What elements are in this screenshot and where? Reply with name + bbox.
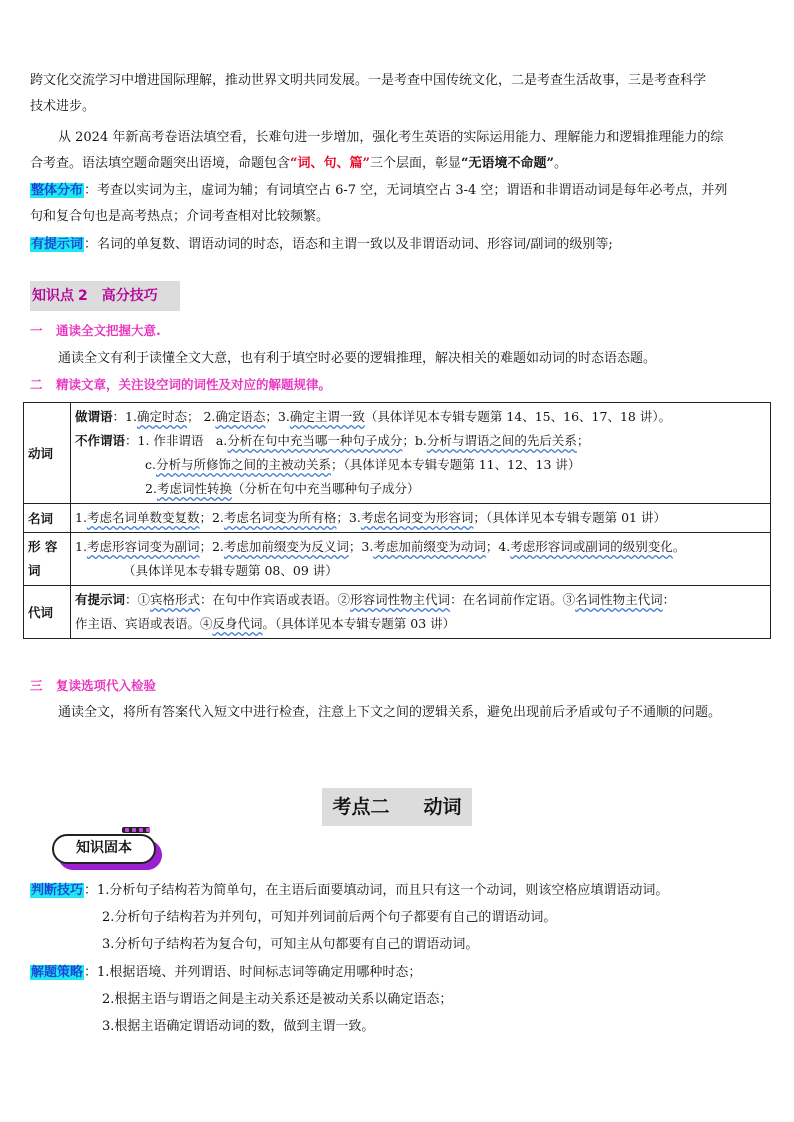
exam-point-title (322, 788, 472, 826)
pron-text: 。（具体详见本专辑专题第 03 讲） (262, 616, 456, 631)
section-2-title: 精读文章，关注设空词的词性及对应的解题规律。 (56, 377, 332, 392)
table-row-adjective (24, 533, 771, 586)
noun-underlined: 考虑名词变为形容词 (360, 510, 474, 525)
judge-label: 判断技巧 (31, 883, 84, 898)
judge-line-1 (30, 878, 770, 904)
adj-text: ；2. (199, 539, 224, 554)
verb-text: ；3. (265, 409, 290, 424)
section-3-title: 复读选项代入检验 (56, 678, 157, 693)
section-1-num: 一 (30, 323, 43, 338)
adj-text: ；4. (485, 539, 511, 554)
pronoun-line-2 (75, 612, 766, 636)
noun-line (75, 506, 766, 530)
table-row-noun (24, 504, 771, 533)
verb-text: ：1. (112, 409, 137, 424)
verb-text: ； (576, 433, 590, 448)
pron-text: ：在句中作宾语或表语。② (200, 592, 351, 607)
knowledge-point-title: 高分技巧 (101, 288, 158, 304)
verb-line-4 (75, 477, 766, 501)
strategy-label: 解题策略 (31, 965, 84, 980)
knowledge-point-num: 2 (78, 288, 88, 304)
adj-underlined: 考虑加前缀变为动词 (373, 539, 486, 554)
verb-line-1 (75, 405, 766, 429)
table-head-pronoun: 代词 (24, 586, 71, 639)
adj-text: 1. (75, 539, 87, 554)
judge-line-2: 2.分析句子结构若为并列句，可知并列词前后两个句子都要有自己的谓语动词。 (102, 910, 557, 925)
badge-label: 知识固本 (52, 834, 156, 864)
strategy-line-1 (30, 960, 770, 986)
table-cell-pronoun (71, 586, 771, 639)
verb-text: c. (145, 457, 156, 472)
strategy-line-3: 3.根据主语确定谓语动词的数，做到主谓一致。 (102, 1019, 375, 1034)
intro-line-4-mid: 三个层面，彰显 (369, 156, 461, 171)
pron-text: ：在名词前作定语。③ (450, 592, 576, 607)
section-3-num: 三 (30, 678, 43, 693)
verb-text: 2. (145, 481, 157, 496)
verb-underlined: 确定主谓一致 (289, 409, 365, 424)
intro-line-1: 跨文化交流学习中增进国际理解，推动世界文明共同发展。一是考查中国传统文化，二是考查生活故事，三是考查科学 (30, 73, 707, 88)
badge-dots-icon (122, 827, 150, 833)
intro-line-4 (30, 151, 770, 177)
verb-text: （分析在句中充当哪种句子成分） (231, 481, 420, 496)
noun-underlined: 考虑名词变为所有格 (223, 510, 337, 525)
pron-text: 作主语、宾语或表语。④ (75, 616, 213, 631)
table-row-pronoun (24, 586, 771, 639)
verb-text: ； 2. (186, 409, 216, 424)
distribution-text-1: ：考查以实词为主，虚词为辅；有词填空占 6-7 空，无词填空占 3-4 空；谓语和非谓语动词是每年必考点，并列 (84, 183, 728, 198)
knowledge-point-heading (30, 281, 180, 311)
pronoun-label: 有提示词 (75, 592, 126, 607)
section-3-body: 通读全文，将所有答案代入短文中进行检查，注意上下文之间的逻辑关系，避免出现前后矛盾或句子不通顺的问题。 (58, 705, 722, 720)
verb-text: ：1. 作非谓语 a. (125, 433, 228, 448)
hint-label: 有提示词 (31, 237, 84, 252)
adjective-line-1 (75, 535, 766, 559)
hint-line (30, 232, 770, 258)
distribution-line-1 (30, 178, 770, 204)
intro-red-phrase: “词、句、篇” (290, 156, 370, 171)
verb-line-2 (75, 429, 766, 453)
knowledge-badge (52, 834, 164, 872)
distribution-line-2: 句和复合句也是高考热点；介词考查相对比较频繁。 (30, 209, 330, 224)
adj-underlined: 考虑形容词或副词的级别变化 (510, 539, 673, 554)
adj-text: ；3. (348, 539, 374, 554)
table-row-verb (24, 403, 771, 504)
verb-underlined: 分析与谓语之间的先后关系 (426, 433, 577, 448)
adjective-line-2: （具体详见本专辑专题第 08、09 讲） (123, 563, 338, 578)
table-head-adjective (24, 533, 71, 586)
intro-line-4-pre: 合考查。语法填空题命题突出语境，命题包含 (30, 156, 291, 171)
adjective-head-2: 词 (28, 563, 41, 578)
word-class-table (23, 402, 771, 639)
pron-underlined: 反身代词 (212, 616, 263, 631)
verb-text: （具体详见本专辑专题第 14、15、16、17、18 讲）。 (364, 409, 672, 424)
pron-text: ： (662, 592, 676, 607)
verb-predicate-label: 做谓语 (75, 409, 113, 424)
section-2-heading (30, 372, 770, 398)
section-1-heading (30, 318, 770, 344)
pron-underlined: 宾格形式 (150, 592, 201, 607)
noun-underlined: 考虑名词单数变复数 (86, 510, 200, 525)
verb-line-3 (75, 453, 766, 477)
verb-underlined: 确定时态 (136, 409, 187, 424)
table-cell-adjective (71, 533, 771, 586)
exam-point-topic: 动词 (423, 796, 462, 818)
intro-bold-phrase: “无语境不命题” (461, 156, 554, 171)
judge-text-1: ：1.分析句子结构若为简单句，在主语后面要填动词，而且只有这一个动词，则该空格应填谓语动词。 (84, 883, 669, 898)
section-2-num: 二 (30, 377, 43, 392)
noun-text: ；2. (199, 510, 224, 525)
table-head-noun: 名词 (24, 504, 71, 533)
table-cell-noun (71, 504, 771, 533)
intro-line-3: 从 2024 年新高考卷语法填空看，长难句进一步增加，强化考生英语的实际运用能力、理解能力和逻辑推理能力的综 (58, 130, 724, 145)
verb-underlined: 考虑词性转换 (156, 481, 232, 496)
judge-line-3: 3.分析句子结构若为复合句，可知主从句都要有自己的谓语动词。 (102, 937, 479, 952)
intro-line-4-end: 。 (553, 156, 567, 171)
verb-text: ；b. (402, 433, 427, 448)
verb-text: ；（具体详见本专辑专题第 11、12、13 讲） (331, 457, 581, 472)
exam-point-label: 考点二 (332, 796, 390, 818)
pronoun-line-1 (75, 588, 766, 612)
pron-text: ：① (125, 592, 151, 607)
adj-underlined: 考虑加前缀变为反义词 (223, 539, 349, 554)
verb-underlined: 分析与所修饰之间的主被动关系 (155, 457, 331, 472)
adjective-head-1: 形 容 (28, 539, 58, 554)
knowledge-point-label: 知识点 (32, 288, 74, 304)
verb-underlined: 确定语态 (215, 409, 266, 424)
strategy-text-1: ：1.根据语境、并列谓语、时间标志词等确定用哪种时态； (84, 965, 422, 980)
pron-underlined: 名词性物主代词 (575, 592, 663, 607)
pron-underlined: 形容词性物主代词 (350, 592, 451, 607)
intro-line-2: 技术进步。 (30, 99, 96, 114)
noun-text: ；（具体详见本专辑专题第 01 讲） (473, 510, 666, 525)
section-1-body: 通读全文有利于读懂全文大意，也有利于填空时必要的逻辑推理，解决相关的难题如动词的时态语态题。 (58, 351, 657, 366)
table-cell-verb (71, 403, 771, 504)
section-1-title: 通读全文把握大意. (56, 323, 161, 338)
distribution-label: 整体分布 (31, 183, 84, 198)
section-3-heading (30, 673, 770, 699)
verb-underlined: 分析在句中充当哪一种句子成分 (227, 433, 403, 448)
hint-text: ：名词的单复数、谓语动词的时态，语态和主谓一致以及非谓语动词、形容词/副词的级别等; (84, 237, 613, 252)
noun-text: 1. (75, 510, 87, 525)
adj-underlined: 考虑形容词变为副词 (86, 539, 200, 554)
adj-text: 。 (672, 539, 686, 554)
table-head-verb: 动词 (24, 403, 71, 504)
strategy-line-2: 2.根据主语与谓语之间是主动关系还是被动关系以确定语态； (102, 992, 453, 1007)
verb-nonpredicate-label: 不作谓语 (75, 433, 126, 448)
noun-text: ；3. (336, 510, 361, 525)
